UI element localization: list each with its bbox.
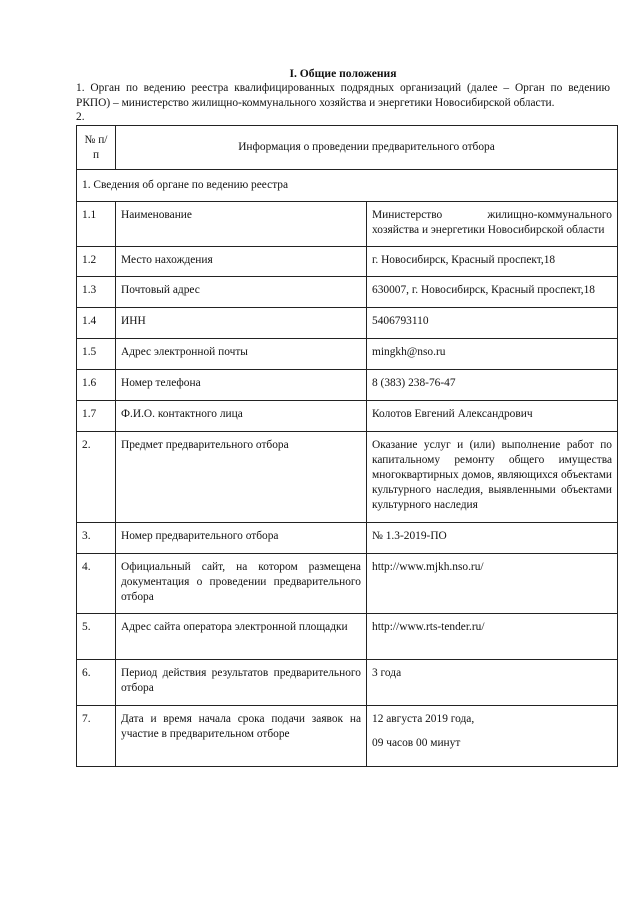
row-value: http://www.mjkh.nso.ru/ — [367, 554, 618, 614]
row-num: 1.4 — [77, 308, 116, 339]
table-row — [77, 432, 618, 523]
table-row — [77, 202, 618, 247]
row-value: г. Новосибирск, Красный проспект,18 — [367, 247, 618, 277]
row-value: 630007, г. Новосибирск, Красный проспект,18 — [367, 277, 618, 308]
row-num: 4. — [77, 554, 116, 614]
table-row — [77, 614, 618, 660]
section-heading: I. Общие положения — [289, 67, 397, 80]
row-num: 1.2 — [77, 247, 116, 277]
row-value: 12 августа 2019 года, — [372, 713, 475, 725]
table-row — [77, 554, 618, 614]
row-value: Министерство жилищно-коммунального хозяйства и энергетики Новосибирской области — [367, 202, 618, 247]
table-row — [77, 370, 618, 401]
section-1-row — [77, 170, 618, 202]
document-page — [76, 66, 610, 767]
row-value: mingkh@nso.ru — [367, 339, 618, 370]
row-label: Место нахождения — [116, 247, 367, 277]
table-row — [77, 660, 618, 706]
table-row — [77, 401, 618, 432]
row-num: 7. — [77, 706, 116, 767]
row-num: 2. — [77, 432, 116, 523]
row-label: Ф.И.О. контактного лица — [116, 401, 367, 432]
row-value-cell — [367, 706, 618, 767]
row-label: Предмет предварительного отбора — [116, 432, 367, 523]
row-num: 1.6 — [77, 370, 116, 401]
table-row — [77, 308, 618, 339]
section-1-title: 1. Сведения об органе по ведению реестра — [77, 170, 618, 202]
selection-info-table — [76, 125, 618, 767]
table-row — [77, 247, 618, 277]
row-label: Адрес сайта оператора электронной площадки — [116, 614, 367, 660]
row-num: 1.5 — [77, 339, 116, 370]
intro-paragraph: 1. Орган по ведению реестра квалифицированных подрядных организаций (далее – Орган по ведению РКПО) – министерство жилищно-коммунального хозяйства и энергетики Новосибирской области. — [76, 82, 610, 109]
row-label: Наименование — [116, 202, 367, 247]
row-num: 3. — [77, 523, 116, 554]
row-value: № 1.3-2019-ПО — [367, 523, 618, 554]
row-num: 1.1 — [77, 202, 116, 247]
row-value: http://www.rts-tender.ru/ — [367, 614, 618, 660]
row-value-time: 09 часов 00 минут — [372, 737, 461, 749]
row-label: Дата и время начала срока подачи заявок на участие в предварительном отборе — [116, 706, 367, 767]
item-2-label: 2. — [76, 111, 85, 123]
row-num: 1.3 — [77, 277, 116, 308]
row-label: Период действия результатов предварительного отбора — [116, 660, 367, 706]
row-label: Почтовый адрес — [116, 277, 367, 308]
row-value: 8 (383) 238-76-47 — [367, 370, 618, 401]
row-label: Номер предварительного отбора — [116, 523, 367, 554]
table-row — [77, 706, 618, 767]
row-value: Оказание услуг и (или) выполнение работ по капитальному ремонту общего имущества многоквартирных домов, являющихся объектами культурного наследия, выявленными объектами культурного наследия — [367, 432, 618, 523]
row-label: Официальный сайт, на котором размещена документация о проведении предварительного отбора — [116, 554, 367, 614]
header-title: Информация о проведении предварительного отбора — [116, 126, 618, 170]
row-label: ИНН — [116, 308, 367, 339]
row-num: 6. — [77, 660, 116, 706]
row-label: Номер телефона — [116, 370, 367, 401]
table-row — [77, 277, 618, 308]
row-value: 3 года — [367, 660, 618, 706]
row-num: 1.7 — [77, 401, 116, 432]
row-label: Адрес электронной почты — [116, 339, 367, 370]
header-num: № п/п — [77, 126, 116, 170]
table-header-row — [77, 126, 618, 170]
table-row — [77, 339, 618, 370]
row-value: Колотов Евгений Александрович — [367, 401, 618, 432]
table-row — [77, 523, 618, 554]
row-num: 5. — [77, 614, 116, 660]
row-value: 5406793110 — [367, 308, 618, 339]
